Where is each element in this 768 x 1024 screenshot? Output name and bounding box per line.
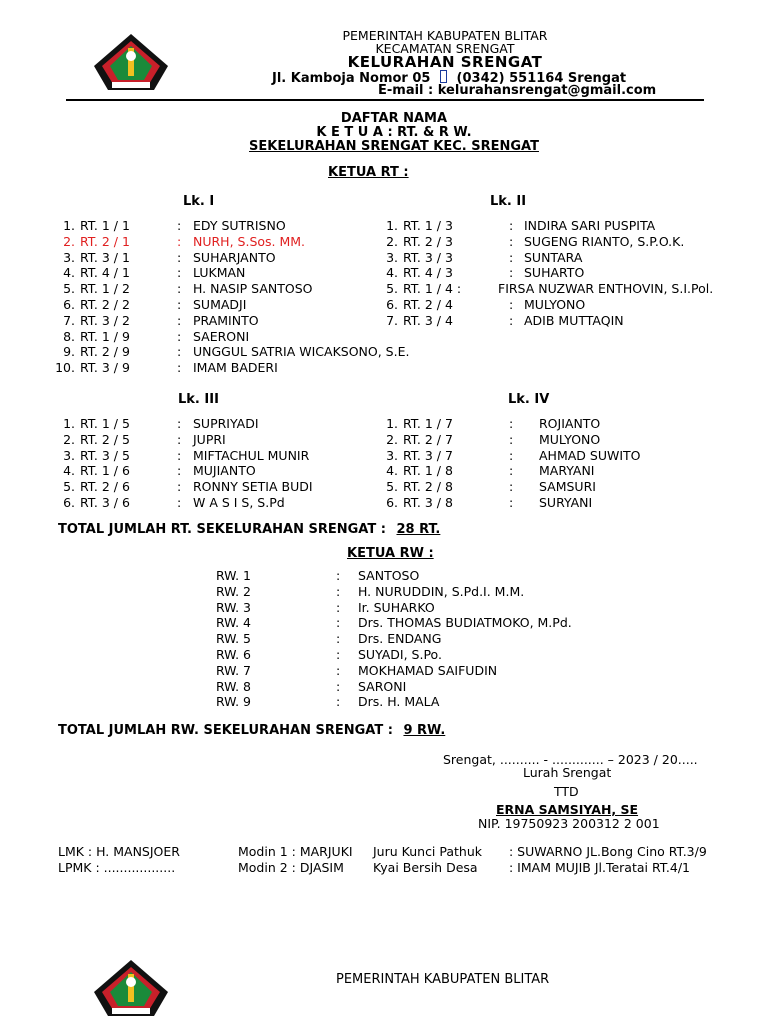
- lk2-row-sep-6: :: [509, 297, 514, 312]
- rw-row-sep-2: :: [336, 583, 341, 599]
- rw-row-rw-5: RW. 5: [216, 631, 252, 647]
- lk2-row-name-2: SUGENG RIANTO, S.P.O.K.: [524, 233, 685, 249]
- lk2-row-rt-2: RT. 2 / 3: [403, 233, 453, 249]
- lk4-row-name-6: SURYANI: [539, 495, 593, 510]
- lk1-row-sep-10: :: [177, 360, 182, 376]
- ketua-rw-heading: KETUA RW :: [347, 546, 434, 561]
- lk1-row-no-2: 2.: [63, 233, 75, 249]
- lk1-row-name-6: SUMADJI: [193, 297, 247, 312]
- lk3-row-rt-3: RT. 3 / 5: [80, 447, 130, 463]
- lk2-row-rt-4: RT. 4 / 3: [403, 265, 453, 281]
- lk1-row-name-1: EDY SUTRISNO: [193, 218, 286, 233]
- rw-row-name-9: Drs. H. MALA: [358, 694, 440, 710]
- lk1-row-rt-5: RT. 1 / 2: [80, 281, 130, 297]
- rw-row-name-2: H. NURUDDIN, S.Pd.I. M.M.: [358, 583, 525, 599]
- footer-lmk: LMK : H. MANSJOER: [58, 844, 180, 859]
- rw-row-rw-8: RW. 8: [216, 678, 252, 694]
- signature-ttd: TTD: [554, 784, 579, 799]
- rw-row-rw-4: RW. 4: [216, 615, 252, 631]
- lk4-row-no-2: 2.: [386, 431, 398, 447]
- rw-row-sep-3: :: [336, 599, 341, 615]
- lk4-row-sep-2: :: [509, 431, 514, 447]
- rw-row-rw-7: RW. 7: [216, 662, 252, 678]
- lk1-row-no-1: 1.: [63, 218, 75, 233]
- rw-row-rw-1: RW. 1: [216, 568, 252, 583]
- lk1-row-rt-2: RT. 2 / 1: [80, 233, 130, 249]
- lk3-row-no-5: 5.: [63, 479, 75, 495]
- lk2-row-rt-6: RT. 2 / 4: [403, 297, 453, 312]
- lk1-row-no-7: 7.: [63, 312, 75, 328]
- lk3-row-rt-4: RT. 1 / 6: [80, 463, 130, 479]
- lk2-row-name-1: INDIRA SARI PUSPITA: [524, 218, 656, 233]
- lk4-row-rt-3: RT. 3 / 7: [403, 447, 453, 463]
- lk1-row-sep-5: :: [177, 281, 182, 297]
- lk3-row-sep-6: :: [177, 495, 182, 510]
- lk3-row-name-3: MIFTACHUL MUNIR: [193, 447, 310, 463]
- rw-row-name-4: Drs. THOMAS BUDIATMOKO, M.Pd.: [358, 615, 572, 631]
- rw-row-name-6: SUYADI, S.Po.: [358, 647, 442, 662]
- lk2-row-sep-7: :: [509, 312, 514, 328]
- lk2-row-rt-7: RT. 3 / 4: [403, 312, 453, 328]
- lk4-row-no-6: 6.: [386, 495, 398, 510]
- lk4-row-rt-4: RT. 1 / 8: [403, 463, 453, 479]
- total-rw-label: TOTAL JUMLAH RW. SEKELURAHAN SRENGAT :: [58, 723, 393, 738]
- lk3-row-no-3: 3.: [63, 447, 75, 463]
- lk4-row-sep-6: :: [509, 495, 514, 510]
- lk4-row-name-3: AHMAD SUWITO: [539, 447, 641, 463]
- lk2-row-no-2: 2.: [386, 233, 398, 249]
- letterhead-rule: [66, 99, 704, 101]
- rw-row-rw-9: RW. 9: [216, 694, 252, 710]
- rw-row-sep-8: :: [336, 678, 341, 694]
- rw-row-sep-6: :: [336, 647, 341, 662]
- lk1-row-no-5: 5.: [63, 281, 75, 297]
- lk1-row-rt-3: RT. 3 / 1: [80, 249, 130, 265]
- lk2-row-name-3: SUNTARA: [524, 249, 583, 265]
- page-2-header-government: PEMERINTAH KABUPATEN BLITAR: [336, 972, 550, 987]
- rw-row-name-3: Ir. SUHARKO: [358, 599, 435, 615]
- lk3-row-sep-4: :: [177, 463, 182, 479]
- header-village: KELURAHAN SRENGAT: [347, 53, 543, 71]
- lk2-row-rt-1: RT. 1 / 3: [403, 218, 453, 233]
- footer-kyai: Kyai Bersih Desa: [373, 860, 478, 875]
- footer-juru-kunci-value: : SUWARNO JL.Bong Cino RT.3/9: [509, 844, 707, 859]
- lk2-heading: Lk. II: [490, 194, 527, 209]
- signature-nip: NIP. 19750923 200312 2 001: [478, 816, 660, 831]
- lk1-heading: Lk. I: [183, 194, 215, 209]
- rw-row-sep-5: :: [336, 631, 341, 647]
- lk2-row-no-6: 6.: [386, 297, 398, 312]
- rw-row-name-1: SANTOSO: [358, 568, 420, 583]
- lk3-row-sep-5: :: [177, 479, 182, 495]
- lk3-row-rt-1: RT. 1 / 5: [80, 416, 130, 431]
- lk1-row-name-9: UNGGUL SATRIA WICAKSONO, S.E.: [193, 344, 410, 360]
- phone-icon: [440, 70, 447, 83]
- lk3-row-name-5: RONNY SETIA BUDI: [193, 479, 313, 495]
- title-line-2: K E T U A : RT. & R W.: [316, 125, 472, 140]
- lk2-row-no-4: 4.: [386, 265, 398, 281]
- lk1-row-name-7: PRAMINTO: [193, 312, 259, 328]
- lk4-row-name-1: ROJIANTO: [539, 416, 601, 431]
- lk1-row-rt-6: RT. 2 / 2: [80, 297, 130, 312]
- ketua-rt-heading: KETUA RT :: [328, 165, 409, 180]
- lk3-row-name-4: MUJIANTO: [193, 463, 256, 479]
- rw-row-rw-2: RW. 2: [216, 583, 252, 599]
- lk1-row-rt-4: RT. 4 / 1: [80, 265, 130, 281]
- lk1-row-name-8: SAERONI: [193, 328, 250, 344]
- lk1-row-sep-6: :: [177, 297, 182, 312]
- lk4-row-sep-4: :: [509, 463, 514, 479]
- lk2-row-no-5: 5.: [386, 281, 398, 297]
- lk3-row-no-2: 2.: [63, 431, 75, 447]
- signature-date: Srengat, .......... - ............. – 2023 / 20.....: [443, 752, 698, 767]
- header-email: E-mail : kelurahansrengat@gmail.com: [378, 83, 657, 98]
- lk3-row-rt-6: RT. 3 / 6: [80, 495, 130, 510]
- footer-modin-1: Modin 1 : MARJUKI: [238, 844, 353, 859]
- lk1-row-rt-8: RT. 1 / 9: [80, 328, 130, 344]
- lk2-row-name-7: ADIB MUTTAQIN: [524, 312, 624, 328]
- lk4-row-sep-1: :: [509, 416, 514, 431]
- lk1-row-no-9: 9.: [63, 344, 75, 360]
- lk2-row-rt-3: RT. 3 / 3: [403, 249, 453, 265]
- footer-lpmk: LPMK : ..................: [58, 860, 176, 875]
- total-rw-value: 9 RW.: [403, 723, 446, 738]
- lk3-row-no-1: 1.: [63, 416, 75, 431]
- lk3-row-name-6: W A S I S, S.Pd: [193, 495, 285, 510]
- lk1-row-sep-2: :: [177, 233, 182, 249]
- total-rt-label: TOTAL JUMLAH RT. SEKELURAHAN SRENGAT :: [58, 522, 386, 537]
- lk4-heading: Lk. IV: [508, 392, 550, 407]
- lk4-row-sep-5: :: [509, 479, 514, 495]
- title-line-3: SEKELURAHAN SRENGAT KEC. SRENGAT: [249, 139, 539, 154]
- kabupaten-blitar-emblem-page-2: [92, 958, 170, 1018]
- lk4-row-rt-5: RT. 2 / 8: [403, 479, 453, 495]
- lk4-row-no-1: 1.: [386, 416, 398, 431]
- lk1-row-name-4: LUKMAN: [193, 265, 246, 281]
- footer-kyai-value: : IMAM MUJIB Jl.Teratai RT.4/1: [509, 860, 690, 875]
- lk4-row-no-5: 5.: [386, 479, 398, 495]
- lk3-row-sep-2: :: [177, 431, 182, 447]
- lk4-row-name-2: MULYONO: [539, 431, 601, 447]
- lk1-row-rt-7: RT. 3 / 2: [80, 312, 130, 328]
- lk1-row-no-3: 3.: [63, 249, 75, 265]
- lk2-row-sep-2: :: [509, 233, 514, 249]
- lk4-row-sep-3: :: [509, 447, 514, 463]
- lk1-row-rt-1: RT. 1 / 1: [80, 218, 130, 233]
- lk2-row-name-6: MULYONO: [524, 297, 586, 312]
- rw-row-name-8: SARONI: [358, 678, 407, 694]
- lk2-row-sep-4: :: [509, 265, 514, 281]
- rw-row-sep-1: :: [336, 568, 341, 583]
- lk4-row-no-4: 4.: [386, 463, 398, 479]
- lk1-row-sep-8: :: [177, 328, 182, 344]
- lk3-row-no-4: 4.: [63, 463, 75, 479]
- lk1-row-sep-7: :: [177, 312, 182, 328]
- lk2-row-no-7: 7.: [386, 312, 398, 328]
- lk3-row-rt-2: RT. 2 / 5: [80, 431, 130, 447]
- signature-name: ERNA SAMSIYAH, SE: [496, 802, 639, 817]
- lk3-row-sep-1: :: [177, 416, 182, 431]
- rw-row-sep-9: :: [336, 694, 341, 710]
- lk3-row-name-2: JUPRI: [193, 431, 226, 447]
- rw-row-name-5: Drs. ENDANG: [358, 631, 442, 647]
- rw-row-name-7: MOKHAMAD SAIFUDIN: [358, 662, 498, 678]
- total-rt-value: 28 RT.: [396, 522, 441, 537]
- lk1-row-rt-9: RT. 2 / 9: [80, 344, 130, 360]
- signature-position: Lurah Srengat: [523, 765, 612, 780]
- lk4-row-rt-1: RT. 1 / 7: [403, 416, 453, 431]
- footer-juru-kunci: Juru Kunci Pathuk: [373, 844, 483, 859]
- rw-row-rw-3: RW. 3: [216, 599, 252, 615]
- lk4-row-rt-2: RT. 2 / 7: [403, 431, 453, 447]
- lk1-row-no-6: 6.: [63, 297, 75, 312]
- lk1-row-name-10: IMAM BADERI: [193, 360, 278, 376]
- lk2-row-no-3: 3.: [386, 249, 398, 265]
- kabupaten-blitar-emblem: [92, 32, 170, 92]
- header-district: KECAMATAN SRENGAT: [375, 41, 515, 56]
- lk4-row-name-5: SAMSURI: [539, 479, 596, 495]
- lk3-row-name-1: SUPRIYADI: [193, 416, 259, 431]
- lk3-row-rt-5: RT. 2 / 6: [80, 479, 130, 495]
- footer-modin-2: Modin 2 : DJASIM: [238, 860, 344, 875]
- lk4-row-name-4: MARYANI: [539, 463, 595, 479]
- lk1-row-name-5: H. NASIP SANTOSO: [193, 281, 313, 297]
- header-government: PEMERINTAH KABUPATEN BLITAR: [342, 28, 548, 43]
- lk1-row-no-4: 4.: [63, 265, 75, 281]
- lk4-row-rt-6: RT. 3 / 8: [403, 495, 453, 510]
- lk1-row-name-3: SUHARJANTO: [193, 249, 276, 265]
- lk1-row-rt-10: RT. 3 / 9: [80, 360, 130, 376]
- lk2-row-rt-5: RT. 1 / 4 :: [403, 281, 462, 297]
- lk1-row-sep-9: :: [177, 344, 182, 360]
- rw-row-sep-7: :: [336, 662, 341, 678]
- lk3-row-no-6: 6.: [63, 495, 75, 510]
- title-line-1: DAFTAR NAMA: [340, 111, 448, 126]
- rw-row-rw-6: RW. 6: [216, 647, 252, 662]
- rw-row-sep-4: :: [336, 615, 341, 631]
- lk1-row-no-8: 8.: [63, 328, 75, 344]
- lk2-row-name-5: FIRSA NUZWAR ENTHOVIN, S.I.Pol.: [498, 281, 714, 297]
- header-address: Jl. Kamboja Nomor 05: [272, 71, 431, 86]
- lk3-heading: Lk. III: [178, 392, 219, 407]
- lk1-row-sep-1: :: [177, 218, 182, 233]
- lk1-row-name-2: NURH, S.Sos. MM.: [193, 233, 306, 249]
- lk2-row-no-1: 1.: [386, 218, 398, 233]
- lk2-row-name-4: SUHARTO: [524, 265, 585, 281]
- lk1-row-no-10: 10.: [55, 360, 75, 376]
- lk2-row-sep-3: :: [509, 249, 514, 265]
- lk2-row-sep-1: :: [509, 218, 514, 233]
- lk4-row-no-3: 3.: [386, 447, 398, 463]
- lk3-row-sep-3: :: [177, 447, 182, 463]
- lk1-row-sep-3: :: [177, 249, 182, 265]
- header-phone: (0342) 551164 Srengat: [456, 71, 627, 86]
- lk1-row-sep-4: :: [177, 265, 182, 281]
